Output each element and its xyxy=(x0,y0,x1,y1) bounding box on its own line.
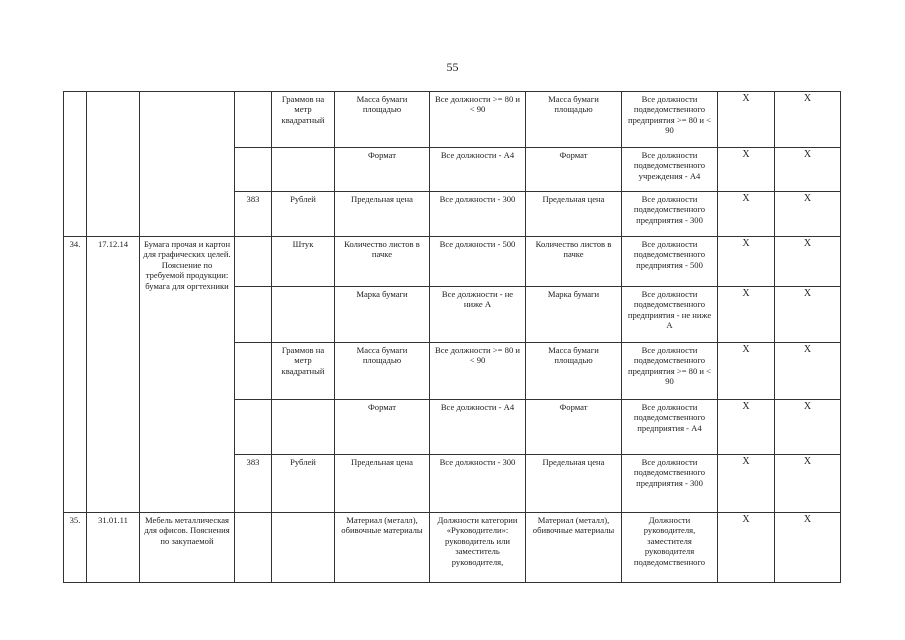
okei-code-cell xyxy=(235,237,272,287)
value-cell: Все должности - А4 xyxy=(430,148,526,192)
characteristic-cell: Предельная цена xyxy=(335,455,430,513)
unit-cell xyxy=(272,513,335,583)
value-cell: Все должности подведомственного предприятия - 500 xyxy=(622,237,718,287)
value-cell: Все должности - 300 xyxy=(430,455,526,513)
okei-code-cell: 383 xyxy=(235,192,272,237)
unit-cell: Граммов на метр квадратный xyxy=(272,92,335,148)
unit-cell: Штук xyxy=(272,237,335,287)
characteristic-cell: Масса бумаги площадью xyxy=(335,92,430,148)
x-mark-cell: X xyxy=(718,148,775,192)
x-mark-cell: X xyxy=(718,343,775,400)
okei-code-cell: 383 xyxy=(235,455,272,513)
characteristic-cell: Масса бумаги площадью xyxy=(526,343,622,400)
x-mark-cell: X xyxy=(718,400,775,455)
x-mark-cell: X xyxy=(718,287,775,343)
characteristic-cell: Марка бумаги xyxy=(526,287,622,343)
value-cell: Все должности >= 80 и < 90 xyxy=(430,343,526,400)
okei-code-cell xyxy=(235,400,272,455)
value-cell: Все должности подведомственного учреждения - А4 xyxy=(622,148,718,192)
procurement-table xyxy=(63,91,841,583)
value-cell: Все должности подведомственного предприятия - А4 xyxy=(622,400,718,455)
row-number-cell: 35. xyxy=(64,513,87,583)
characteristic-cell: Предельная цена xyxy=(335,192,430,237)
x-mark-cell: X xyxy=(718,92,775,148)
characteristic-cell: Масса бумаги площадью xyxy=(526,92,622,148)
table-row xyxy=(64,513,841,583)
x-mark-cell: X xyxy=(718,237,775,287)
value-cell: Все должности подведомственного предприятия >= 80 и < 90 xyxy=(622,92,718,148)
value-cell: Все должности - 500 xyxy=(430,237,526,287)
row-number-cell: 34. xyxy=(64,237,87,513)
page-number: 55 xyxy=(446,60,459,74)
value-cell: Все должности - 300 xyxy=(430,192,526,237)
x-mark-cell: X xyxy=(775,148,841,192)
product-name-cell: Мебель металлическая для офисов. Пояснения по закупаемой xyxy=(140,513,235,583)
okei-code-cell xyxy=(235,148,272,192)
characteristic-cell: Предельная цена xyxy=(526,455,622,513)
characteristic-cell: Предельная цена xyxy=(526,192,622,237)
characteristic-cell: Масса бумаги площадью xyxy=(335,343,430,400)
characteristic-cell: Формат xyxy=(526,400,622,455)
table-row xyxy=(64,92,841,148)
unit-cell: Рублей xyxy=(272,192,335,237)
product-name-cell xyxy=(140,92,235,237)
okpd-code-cell: 31.01.11 xyxy=(87,513,140,583)
value-cell: Все должности подведомственного предприятия - 300 xyxy=(622,192,718,237)
characteristic-cell: Материал (металл), обивочные материалы xyxy=(335,513,430,583)
unit-cell: Граммов на метр квадратный xyxy=(272,343,335,400)
unit-cell xyxy=(272,148,335,192)
value-cell: Все должности подведомственного предприятия - не ниже А xyxy=(622,287,718,343)
characteristic-cell: Формат xyxy=(526,148,622,192)
okpd-code-cell xyxy=(87,92,140,237)
characteristic-cell: Формат xyxy=(335,148,430,192)
x-mark-cell: X xyxy=(775,400,841,455)
table-row xyxy=(64,237,841,287)
characteristic-cell: Марка бумаги xyxy=(335,287,430,343)
x-mark-cell: X xyxy=(775,192,841,237)
value-cell: Все должности подведомственного предприятия - 300 xyxy=(622,455,718,513)
okei-code-cell xyxy=(235,287,272,343)
x-mark-cell: X xyxy=(718,192,775,237)
x-mark-cell: X xyxy=(775,92,841,148)
value-cell: Все должности подведомственного предприятия >= 80 и < 90 xyxy=(622,343,718,400)
unit-cell: Рублей xyxy=(272,455,335,513)
value-cell: Должности руководителя, заместителя руководителя подведомственного xyxy=(622,513,718,583)
okpd-code-cell: 17.12.14 xyxy=(87,237,140,513)
x-mark-cell: X xyxy=(775,287,841,343)
characteristic-cell: Количество листов в пачке xyxy=(335,237,430,287)
okei-code-cell xyxy=(235,343,272,400)
value-cell: Должности категории «Руководители»: руководитель или заместитель руководителя, xyxy=(430,513,526,583)
unit-cell xyxy=(272,400,335,455)
x-mark-cell: X xyxy=(775,237,841,287)
x-mark-cell: X xyxy=(718,513,775,583)
x-mark-cell: X xyxy=(775,513,841,583)
product-name-cell: Бумага прочая и картон для графических целей. Пояснение по требуемой продукции: бумага для оргтехники xyxy=(140,237,235,513)
unit-cell xyxy=(272,287,335,343)
okei-code-cell xyxy=(235,513,272,583)
characteristic-cell: Количество листов в пачке xyxy=(526,237,622,287)
row-number-cell xyxy=(64,92,87,237)
x-mark-cell: X xyxy=(718,455,775,513)
value-cell: Все должности - не ниже А xyxy=(430,287,526,343)
x-mark-cell: X xyxy=(775,455,841,513)
x-mark-cell: X xyxy=(775,343,841,400)
value-cell: Все должности - А4 xyxy=(430,400,526,455)
value-cell: Все должности >= 80 и < 90 xyxy=(430,92,526,148)
characteristic-cell: Материал (металл), обивочные материалы xyxy=(526,513,622,583)
okei-code-cell xyxy=(235,92,272,148)
characteristic-cell: Формат xyxy=(335,400,430,455)
